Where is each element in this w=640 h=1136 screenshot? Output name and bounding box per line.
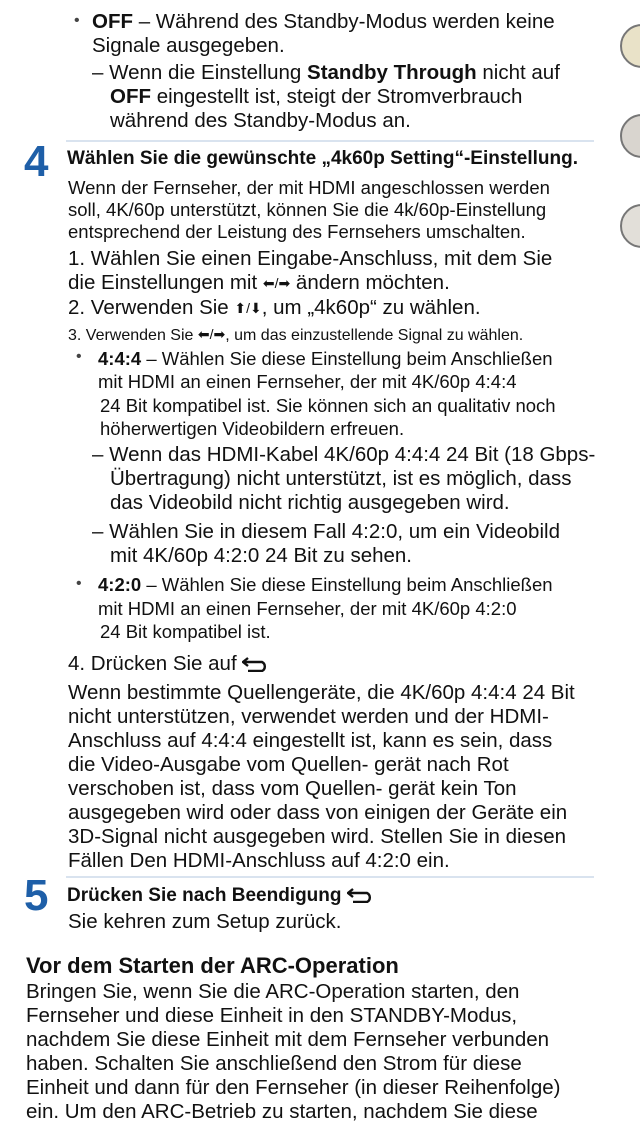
step-5-text: Sie kehren zum Setup zurück. [68, 910, 342, 933]
step-4-number: 4 [24, 137, 49, 186]
off-line [92, 10, 555, 34]
bullet-dot: • [76, 575, 82, 592]
warning-paragraph: Wenn bestimmte Quellengeräte, die 4K/60p 4:4:4 24 Bit [68, 681, 575, 704]
step-4-intro: entsprechend der Leistung des Fernsehers umschalten. [68, 221, 526, 242]
bullet-dot: • [74, 12, 80, 29]
left-right-arrows-icon: ⬅/➡ [262, 275, 291, 291]
substep-2 [68, 296, 481, 320]
step-4-intro: soll, 4K/60p unterstützt, können Sie die 4k/60p-Einstellung [68, 199, 547, 220]
step-4-intro: Wenn der Fernseher, der mit HDMI angeschlossen werden [68, 177, 550, 198]
substep-text: 4. Drücken Sie auf [68, 652, 243, 675]
option-444-text: 24 Bit kompatibel ist. Sie können sich an qualitativ noch [100, 395, 556, 416]
note-cable: das Videobild nicht richtig ausgegeben wird. [110, 491, 510, 514]
arc-paragraph: haben. Schalten Sie anschließend den Strom für diese [26, 1052, 522, 1075]
arc-paragraph: nachdem Sie diese Einheit mit dem Fernseher verbunden [26, 1028, 550, 1051]
standby-sub-line [92, 61, 560, 85]
left-right-arrows-icon: ⬅/➡ [197, 326, 226, 342]
option-444-text: höherwertigen Videobildern erfreuen. [100, 418, 405, 439]
step-5-heading-text: Drücken Sie nach Beendigung [67, 885, 347, 906]
substep-text: die Einstellungen mit [68, 271, 263, 294]
return-icon [347, 887, 375, 903]
arc-paragraph: ein. Um den ARC-Betrieb zu starten, nachdem Sie diese [26, 1100, 538, 1123]
note-420: mit 4K/60p 4:2:0 24 Bit zu sehen. [110, 544, 412, 567]
substep-1-b [68, 271, 450, 295]
arc-section-title: Vor dem Starten der ARC-Operation [26, 953, 399, 978]
warning-paragraph: verschoben ist, dass vom Quellen- gerät kein Ton [68, 777, 517, 800]
sub-text: eingestellt ist, steigt der Stromverbrauch [151, 85, 523, 108]
standby-through-label: Standby Through [307, 61, 477, 84]
substep-text: 3. Verwenden Sie [68, 327, 198, 344]
warning-paragraph: die Video-Ausgabe vom Quellen- gerät nach Rot [68, 753, 509, 776]
step-5-heading [67, 884, 375, 908]
warning-paragraph: nicht unterstützen, verwendet werden und der HDMI- [68, 705, 549, 728]
substep-text: , um das einzustellende Signal zu wählen. [225, 327, 524, 344]
option-444-text: mit HDMI an einen Fernseher, der mit 4K/60p 4:4:4 [98, 371, 517, 392]
arc-paragraph: Fernseher und diese Einheit in den STANDBY-Modus, [26, 1004, 518, 1027]
off-text-2: Signale ausgegeben. [92, 34, 285, 57]
return-icon [242, 656, 270, 672]
book-nav-icon[interactable] [620, 24, 640, 68]
substep-text: , um „4k60p“ zu wählen. [261, 296, 481, 319]
option-text: – Wählen Sie diese Einstellung beim Anschließen [141, 574, 553, 595]
off-label-2: OFF [110, 85, 151, 108]
remote-nav-icon[interactable] [620, 114, 640, 158]
warning-paragraph: Fällen Den HDMI-Anschluss auf 4:2:0 ein. [68, 849, 450, 872]
option-420-label: 4:2:0 [98, 574, 142, 595]
warning-paragraph: ausgegeben wird oder dass von einigen der Geräte ein [68, 801, 568, 824]
step-5-rule [66, 876, 594, 878]
arc-paragraph: Bringen Sie, wenn Sie die ARC-Operation starten, den [26, 980, 520, 1003]
substep-1: 1. Wählen Sie einen Eingabe-Anschluss, mit dem Sie [68, 247, 553, 270]
option-420 [98, 573, 553, 597]
option-text: – Wählen Sie diese Einstellung beim Anschließen [141, 348, 553, 369]
substep-text: ändern möchten. [290, 271, 450, 294]
device-nav-icon[interactable] [620, 204, 640, 248]
sub-text: nicht auf [476, 61, 560, 84]
bullet-dot: • [76, 348, 82, 365]
step-5-number: 5 [24, 871, 49, 920]
arc-paragraph: Einheit und dann für den Fernseher (in dieser Reihenfolge) [26, 1076, 561, 1099]
note-cable: Übertragung) nicht unterstützt, ist es möglich, dass [110, 467, 572, 490]
step-4-heading: Wählen Sie die gewünschte „4k60p Setting“-Einstellung. [67, 148, 578, 169]
warning-paragraph: 3D-Signal nicht ausgegeben wird. Stellen Sie in diesen [68, 825, 567, 848]
option-420-text: 24 Bit kompatibel ist. [100, 621, 271, 642]
option-444 [98, 347, 553, 371]
off-text: – Während des Standby-Modus werden keine [133, 10, 555, 33]
standby-sub-line-2 [110, 85, 522, 109]
warning-paragraph: Anschluss auf 4:4:4 eingestellt ist, kann es sein, dass [68, 729, 553, 752]
up-down-arrows-icon: ⬆/⬇ [234, 300, 262, 316]
option-444-label: 4:4:4 [98, 348, 142, 369]
step-4-rule [66, 140, 594, 142]
substep-3 [68, 322, 523, 348]
standby-sub-line-3: während des Standby-Modus an. [110, 109, 411, 132]
off-label: OFF [92, 10, 133, 33]
note-420: – Wählen Sie in diesem Fall 4:2:0, um ein Videobild [92, 520, 560, 543]
substep-4 [68, 652, 270, 676]
substep-text: 2. Verwenden Sie [68, 296, 235, 319]
note-cable: – Wenn das HDMI-Kabel 4K/60p 4:4:4 24 Bit (18 Gbps- [92, 443, 596, 466]
sub-text: – Wenn die Einstellung [92, 61, 308, 84]
option-420-text: mit HDMI an einen Fernseher, der mit 4K/60p 4:2:0 [98, 598, 517, 619]
